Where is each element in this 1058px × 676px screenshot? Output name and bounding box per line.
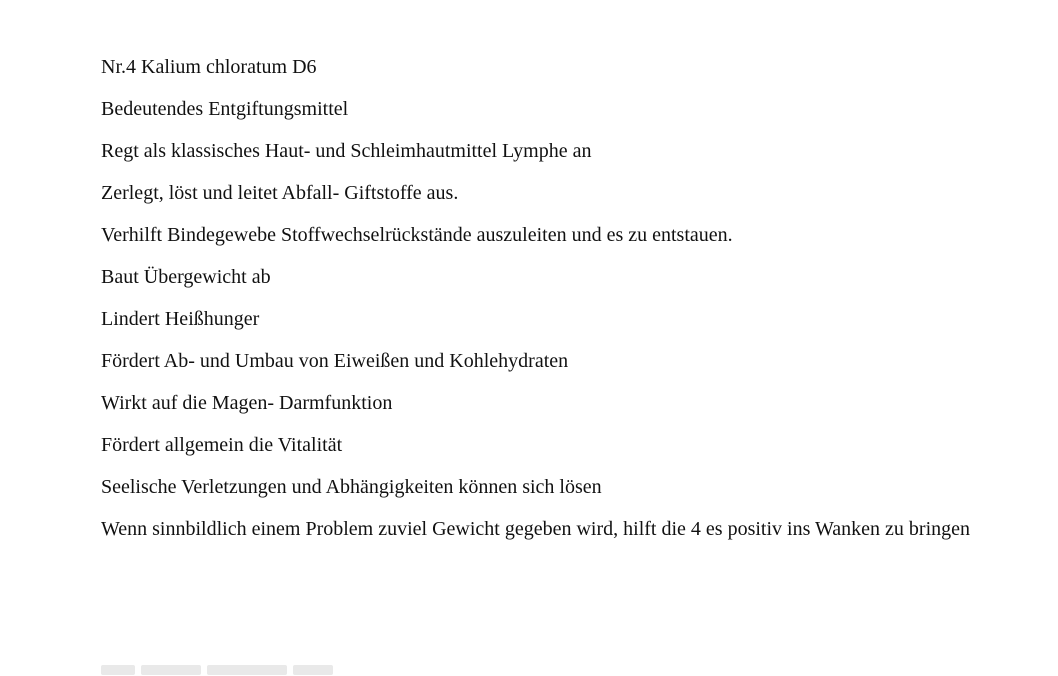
faded-word [293,665,333,675]
document-heading: Nr.4 Kalium chloratum D6 [101,56,317,78]
document-line: Lindert Heißhunger [101,308,260,330]
document-line: Wenn sinnbildlich einem Problem zuviel Gewicht gegeben wird, hilft die 4 es positiv ins Wanken zu bringen [101,518,971,540]
document-line: Fördert allgemein die Vitalität [101,434,343,456]
cut-off-next-line [101,662,401,676]
document-line: Regt als klassisches Haut- und Schleimhautmittel Lymphe an [101,140,592,162]
faded-word [101,665,135,675]
document-line: Baut Übergewicht ab [101,266,271,288]
document-line: Fördert Ab- und Umbau von Eiweißen und Kohlehydraten [101,350,569,372]
document-line: Seelische Verletzungen und Abhängigkeiten können sich lösen [101,476,602,498]
document-body [101,53,971,557]
document-line: Wirkt auf die Magen- Darmfunktion [101,392,393,414]
document-line: Verhilft Bindegewebe Stoffwechselrückstände auszuleiten und es zu entstauen. [101,224,733,246]
faded-word [141,665,201,675]
faded-word [207,665,287,675]
document-line: Bedeutendes Entgiftungsmittel [101,98,349,120]
document-line: Zerlegt, löst und leitet Abfall- Giftstoffe aus. [101,182,459,204]
